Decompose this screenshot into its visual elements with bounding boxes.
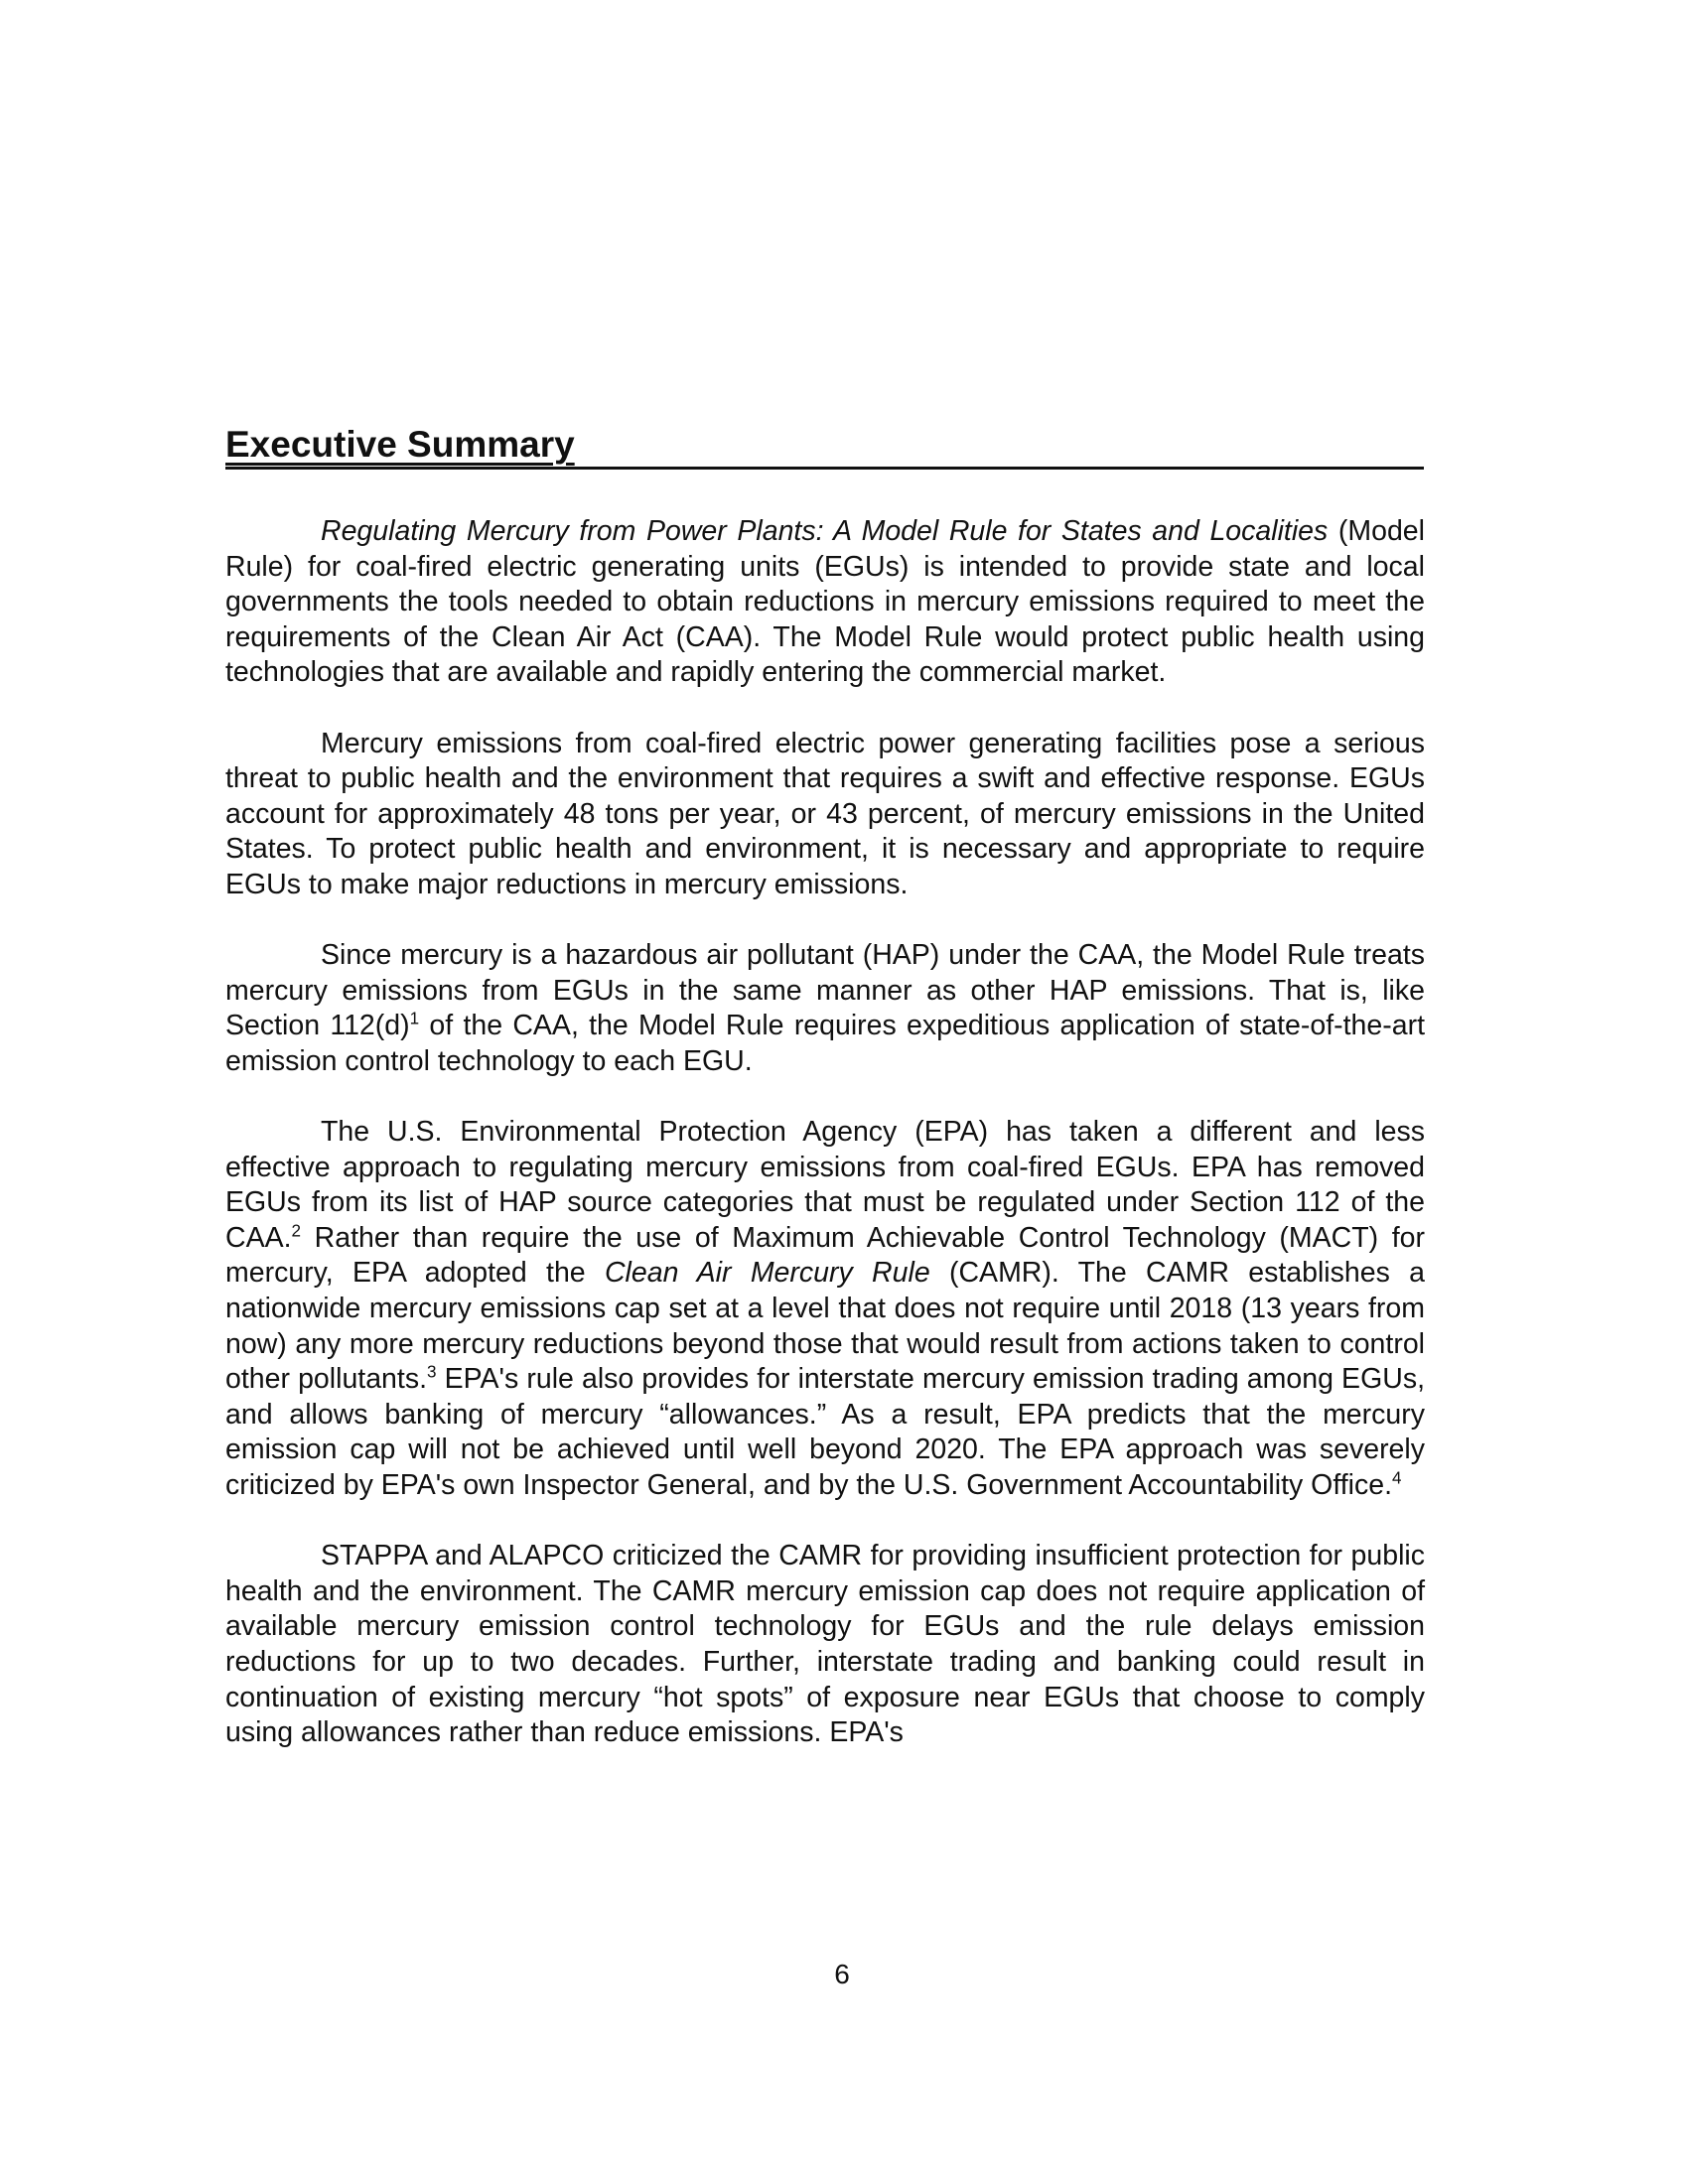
paragraph-1 [225, 514, 1425, 691]
body-text [225, 514, 1425, 1786]
paragraph-4-text-d: EPA's rule also provides for interstate mercury emission trading among EGUs, and allows banking of mercury “allowances.” As a result, EPA predicts that the mercury emission cap will not be achieved until well beyond 2020. The EPA approach was severely criticized by EPA's own Inspector General, and by the U.S. Government Accountability Office. [225, 1363, 1425, 1502]
paragraph-4 [225, 1115, 1425, 1504]
section-heading: Executive Summary [225, 424, 575, 465]
paragraph-2-text: Mercury emissions from coal-fired electric power generating facilities pose a serious threat to public health and the environment that requires a swift and effective response. EGUs account for approximately 48 tons per year, or 43 percent, of mercury emissions in the United States. To protect public health and environment, it is necessary and appropriate to require EGUs to make major reductions in mercury emissions. [225, 727, 1425, 900]
paragraph-3-text-b: of the CAA, the Model Rule requires expeditious application of state-of-the-art emission control technology to each EGU. [225, 1010, 1426, 1077]
page-number: 6 [834, 1959, 850, 1989]
paragraph-5-text: STAPPA and ALAPCO criticized the CAMR for providing insufficient protection for public health and the environment. The CAMR mercury emission cap does not require application of available mercury emission control technology for EGUs and the rule delays emission reductions for up to two decades. Further, interstate trading and banking could result in continuation of existing mercury “hot spots” of exposure near EGUs that choose to comply using allowances rather than reduce emissions. EPA's [225, 1540, 1425, 1749]
paragraph-1-text: (Model Rule) for coal-fired electric generating units (EGUs) is intended to provide state and local governments the tools needed to obtain reductions in mercury emissions required to meet the requirements of the Clean Air Act (CAA). The Model Rule would protect public health using technologies that are available and rapidly entering the commercial market. [225, 515, 1425, 689]
paragraph-4-text-a: The U.S. Environmental Protection Agency (EPA) has taken a different and less effective approach to regulating mercury emissions from coal-fired EGUs. EPA has removed EGUs from its list of HAP source categories that must be regulated under Section 112 of the CAA. [225, 1116, 1425, 1254]
paragraph-3 [225, 938, 1425, 1079]
camr-title: Clean Air Mercury Rule [604, 1257, 930, 1290]
paragraph-3-text-a: Since mercury is a hazardous air pollutant (HAP) under the CAA, the Model Rule treats mercury emissions from EGUs in the same manner as other HAP emissions. That is, like Section 112(d) [225, 939, 1425, 1042]
paragraph-4-text-c: (CAMR). The CAMR establishes a nationwide mercury emissions cap set at a level that does not require until 2018 (13 years from now) any more mercury reductions beyond those that would result from actions taken to control other pollutants. [225, 1257, 1425, 1396]
footnote-ref-1: 1 [409, 1009, 420, 1028]
heading-underline-rule [225, 467, 1424, 470]
paragraph-4-text-b: Rather than require the use of Maximum Achievable Control Technology (MACT) for mercury, EPA adopted the [225, 1221, 1425, 1290]
section-heading-block [225, 423, 1424, 467]
footnote-ref-4: 4 [1392, 1468, 1402, 1488]
paragraph-2 [225, 727, 1425, 903]
model-rule-title: Regulating Mercury from Power Plants: A Model Rule for States and Localities [321, 515, 1329, 547]
footnote-ref-3: 3 [427, 1362, 437, 1382]
paragraph-5 [225, 1539, 1425, 1751]
footnote-ref-2: 2 [291, 1221, 302, 1241]
